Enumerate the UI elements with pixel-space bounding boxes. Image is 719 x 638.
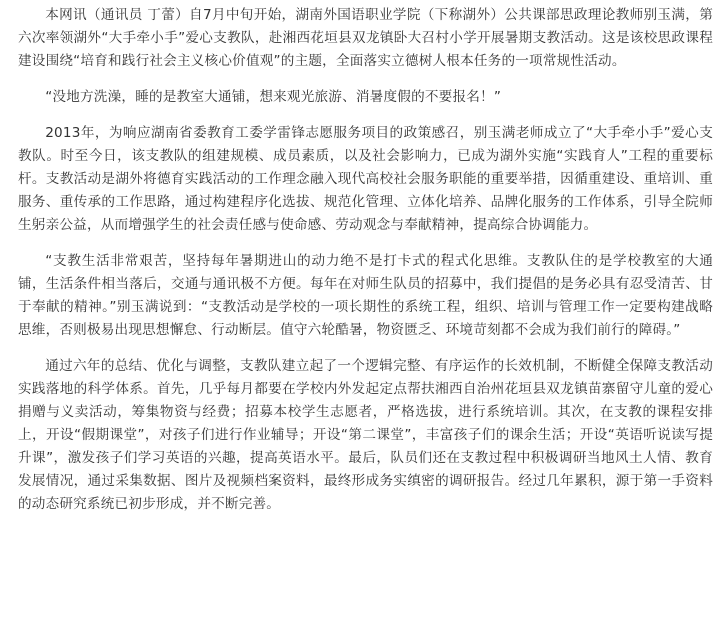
article-paragraph-mechanism: 通过六年的总结、优化与调整，支教队建立起了一个逻辑完整、有序运作的长效机制，不断健全保障支教活动实践落地的科学体系。首先，几乎每月都要在学校内外发起定点帮扶湘西自治州花垣县双龙镇苗寨留守儿童的爱心捐赠与义卖活动，筹集物资与经费；招募本校学生志愿者，严格选拔，进行系统培训。其次，在支教的课程安排上，开设“假期课堂”，对孩子们进行作业辅导；开设“第二课堂”，丰富孩子们的课余生活；开设“英语听说读写提升课”，激发孩子们学习英语的兴趣，提高英语水平。最后，队员们还在支教过程中积极调研当地风土人情、教育发展情况，通过采集数据、图片及视频档案资料，最终形成务实缜密的调研报告。经过几年累积，源于第一手资料的动态研究系统已初步形成，并不断完善。: [18, 358, 713, 512]
article-paragraph-history: 2013年，为响应湖南省委教育工委学雷锋志愿服务项目的政策感召，别玉满老师成立了“大手牵小手”爱心支教队。时至今日，该支教队的组建规模、成员素质，以及社会影响力，已成为湖外实施“实践育人”工程的重要标杆。支教活动是湖外将德育实践活动的工作理念融入现代高校社会服务职能的重要举措，因循重建设、重培训、重服务、重传承的工作思路，通过构建程序化选拔、规范化管理、立体化培养、品牌化服务的工作体系，引导全院师生躬亲公益，从而增强学生的社会责任感与使命感、劳动观念与奉献精神，提高综合协调能力。: [18, 125, 713, 233]
article-paragraph-quote: “没地方洗澡，睡的是教室大通铺，想来观光旅游、消暑度假的不要报名！”: [45, 89, 502, 105]
article-paragraph-intro: 本网讯（通讯员 丁蕾）自7月中旬开始，湖南外国语职业学院（下称湖外）公共课部思政理论教师别玉满，第六次率领湖外“大手牵小手”爱心支教队，赴湘西花垣县双龙镇卧大召村小学开展暑期支教活动。这是该校思政课程建设围绕“培育和践行社会主义核心价值观”的主题，全面落实立德树人根本任务的一项常规性活动。: [18, 7, 713, 69]
article-paragraph-hardship: “支教生活非常艰苦，坚持每年暑期进山的动力绝不是打卡式的程式化思维。支教队住的是学校教室的大通铺，生活条件相当落后，交通与通讯极不方便。每年在对师生队员的招募中，我们提倡的是务必具有忍受清苦、甘于奉献的精神。”别玉满说到：“支教活动是学校的一项长期性的系统工程，组织、培训与管理工作一定要构建战略思维，否则极易出现思想懈怠、行动断层。值守六轮酷暑，物资匮乏、环境苛刻都不会成为我们前行的障碍。”: [18, 253, 713, 338]
